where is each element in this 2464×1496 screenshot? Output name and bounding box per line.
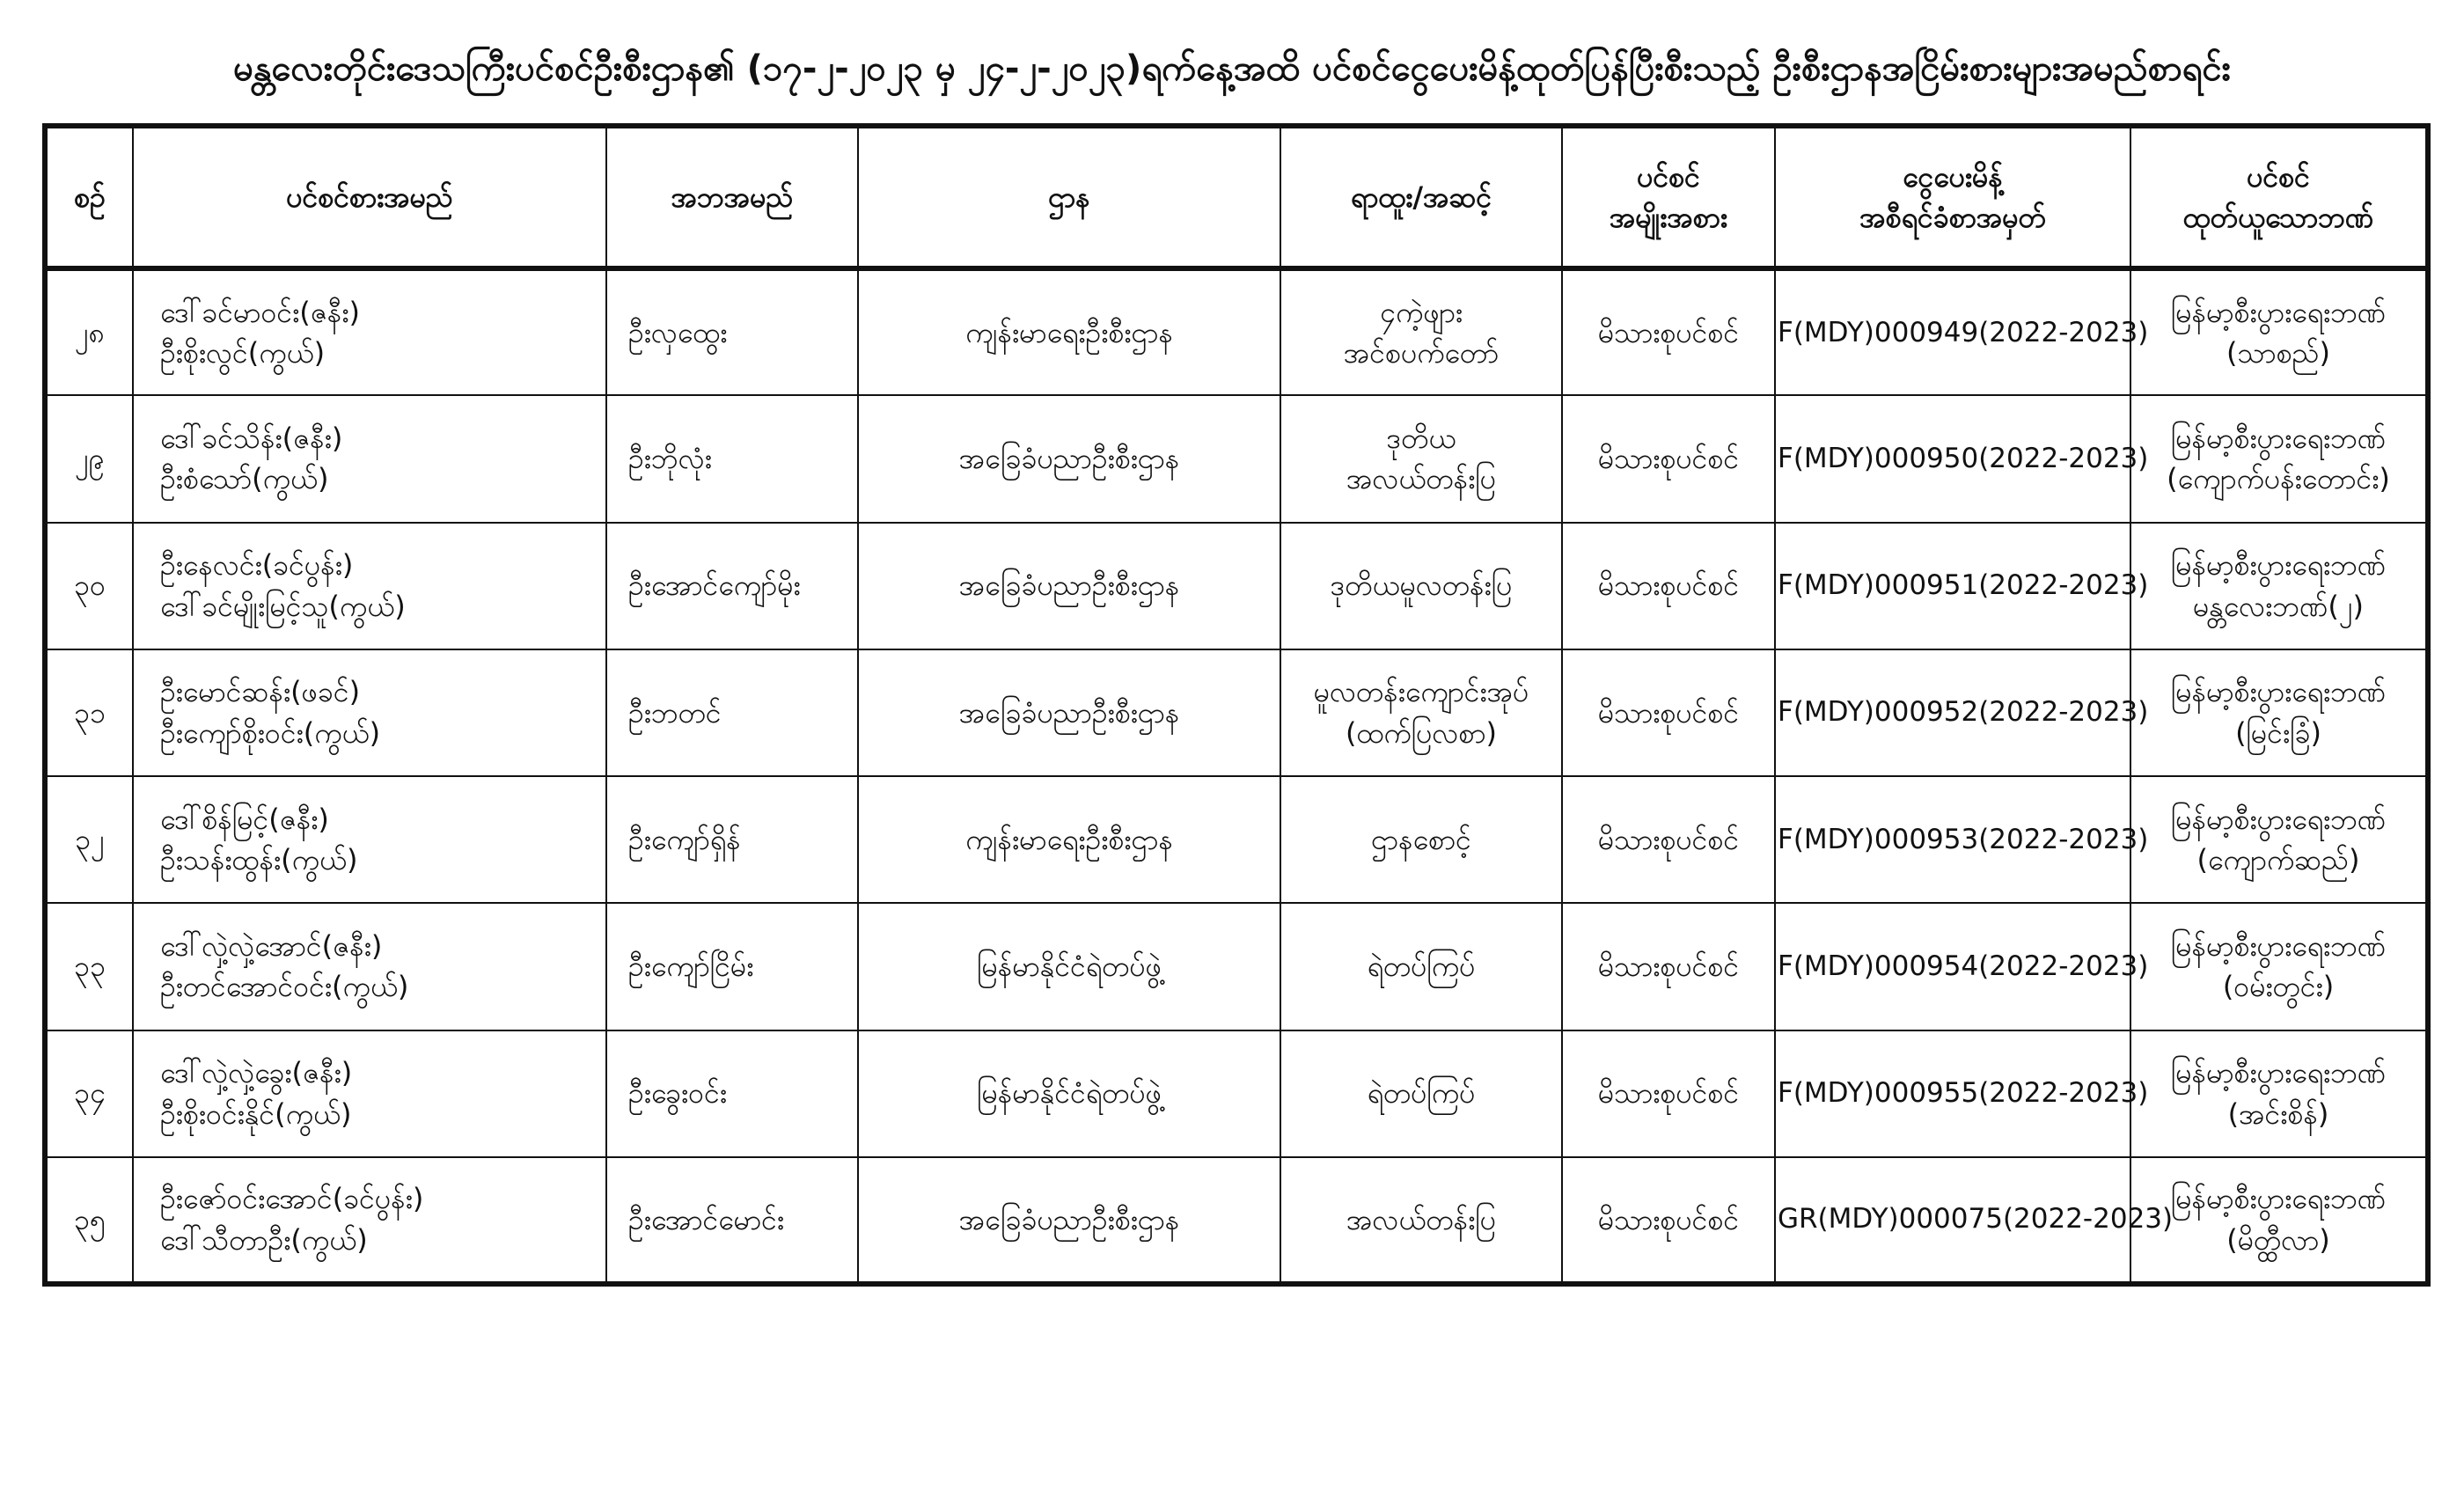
pension-bank-line1: မြန်မာ့စီးပွားရေးဘဏ် xyxy=(2170,421,2387,455)
pension-bank-line1: မြန်မာ့စီးပွားရေးဘဏ် xyxy=(2170,295,2387,329)
father-name: ဦးကျော်ရှိန် xyxy=(606,776,858,903)
pensioner-name-line1: ဒေါ်ခင်မာဝင်း(ဇနီး) xyxy=(160,295,360,329)
pension-type: မိသားစုပင်စင် xyxy=(1562,395,1775,522)
rank-line1: မူလတန်းကျောင်းအုပ် xyxy=(1313,675,1529,709)
department: ကျန်းမာရေးဦးစီးဌာန xyxy=(858,268,1280,395)
department: အခြေခံပညာဦးစီးဌာန xyxy=(858,649,1280,776)
department: အခြေခံပညာဦးစီးဌာန xyxy=(858,523,1280,649)
pensioner-name xyxy=(133,903,606,1030)
pension-bank-line2: (အင်းစိန်) xyxy=(2227,1096,2329,1131)
header-name: ပင်စင်စားအမည် xyxy=(133,126,606,268)
pension-bank-line2: (မိတ္ထီလာ) xyxy=(2226,1222,2330,1257)
rank-line1: ဌာနစောင့် xyxy=(1371,822,1471,856)
rank xyxy=(1280,776,1562,903)
rank-line1: ၄ကဲ့ဖျား xyxy=(1380,295,1463,329)
pensioner-name-line1: ဒေါ်လှဲ့လှဲ့အောင်(ဇနီး) xyxy=(160,928,383,963)
table-header-row xyxy=(45,126,2428,268)
pensioner-name xyxy=(133,1157,606,1284)
pension-bank xyxy=(2130,395,2428,522)
pension-bank-line1: မြန်မာ့စီးပွားရေးဘဏ် xyxy=(2170,928,2387,963)
pension-type: မိသားစုပင်စင် xyxy=(1562,1030,1775,1157)
father-name: ဦးအောင်ကျော်မိုး xyxy=(606,523,858,649)
table-row xyxy=(45,1030,2428,1157)
pension-bank xyxy=(2130,776,2428,903)
father-name: ဦးအောင်မောင်း xyxy=(606,1157,858,1284)
pension-bank xyxy=(2130,1030,2428,1157)
header-bank xyxy=(2130,126,2428,268)
row-number: ၃၃ xyxy=(45,903,133,1030)
payment-order-number: F(MDY)000955(2022-2023) xyxy=(1775,1030,2130,1157)
pensioner-name xyxy=(133,395,606,522)
pensioner-name-line1: ဒေါ်လှဲ့လှဲ့ခွေး(ဇနီး) xyxy=(160,1056,353,1090)
father-name: ဦးကျော်ငြိမ်း xyxy=(606,903,858,1030)
pensioner-name-line1: ဒေါ်ခင်သိန်း(ဇနီး) xyxy=(160,421,343,455)
pension-bank-line1: မြန်မာ့စီးပွားရေးဘဏ် xyxy=(2170,1056,2387,1090)
pensioner-name-line2: ဦးသန်းထွန်း(ကွယ်) xyxy=(160,843,358,877)
payment-order-number: F(MDY)000952(2022-2023) xyxy=(1775,649,2130,776)
rank-line2: အင်စပက်တော် xyxy=(1343,336,1500,370)
pension-bank xyxy=(2130,649,2428,776)
header-order-line1: ငွေပေးမိန့် xyxy=(1903,159,2003,194)
rank-line2: (ထက်ပြလစာ) xyxy=(1346,715,1497,750)
pension-type: မိသားစုပင်စင် xyxy=(1562,523,1775,649)
rank xyxy=(1280,1030,1562,1157)
table-row xyxy=(45,395,2428,522)
pension-bank-line1: မြန်မာ့စီးပွားရေးဘဏ် xyxy=(2170,1182,2387,1216)
pensioner-name xyxy=(133,776,606,903)
rank-line1: ရဲတပ်ကြပ် xyxy=(1367,950,1476,984)
row-number: ၃၄ xyxy=(45,1030,133,1157)
father-name: ဦးခွေးဝင်း xyxy=(606,1030,858,1157)
header-bank-line2: ထုတ်ယူသောဘဏ် xyxy=(2182,201,2374,234)
row-number: ၂၉ xyxy=(45,395,133,522)
pension-bank-line1: မြန်မာ့စီးပွားရေးဘဏ် xyxy=(2170,548,2387,583)
pensioner-name-line2: ဦးစိုးဝင်းနိုင်(ကွယ်) xyxy=(160,1096,352,1131)
pensioner-name-line1: ဦးမောင်ဆန်း(ဖခင်) xyxy=(160,675,361,709)
pensioner-name-line2: ဒေါ်သီတာဦး(ကွယ်) xyxy=(160,1222,368,1257)
header-dept: ဌာန xyxy=(858,126,1280,268)
rank xyxy=(1280,268,1562,395)
pension-bank-line2: (သာစည်) xyxy=(2226,336,2330,370)
payment-order-number: GR(MDY)000075(2022-2023) xyxy=(1775,1157,2130,1284)
row-number: ၂၈ xyxy=(45,268,133,395)
rank xyxy=(1280,649,1562,776)
header-order-line2: အစီရင်ခံစာအမှတ် xyxy=(1859,201,2046,234)
header-no: စဉ် xyxy=(45,126,133,268)
pensioner-name-line2: ဦးတင်အောင်ဝင်း(ကွယ်) xyxy=(160,970,409,1004)
payment-order-number: F(MDY)000954(2022-2023) xyxy=(1775,903,2130,1030)
father-name: ဦးဘိုလုံး xyxy=(606,395,858,522)
pension-bank xyxy=(2130,903,2428,1030)
rank xyxy=(1280,523,1562,649)
rank-line1: ဒုတိယမူလတန်းပြ xyxy=(1330,568,1513,603)
table-row xyxy=(45,903,2428,1030)
header-type xyxy=(1562,126,1775,268)
table-row xyxy=(45,776,2428,903)
payment-order-number: F(MDY)000951(2022-2023) xyxy=(1775,523,2130,649)
payment-order-number: F(MDY)000949(2022-2023) xyxy=(1775,268,2130,395)
pensioner-name xyxy=(133,1030,606,1157)
pension-bank-line2: မန္တလေးဘဏ်(၂) xyxy=(2192,589,2365,623)
rank-line2: အလယ်တန်းပြ xyxy=(1346,462,1496,496)
pension-bank xyxy=(2130,523,2428,649)
pensioner-name xyxy=(133,649,606,776)
pension-type: မိသားစုပင်စင် xyxy=(1562,649,1775,776)
pension-table xyxy=(42,123,2431,1287)
rank-line1: ရဲတပ်ကြပ် xyxy=(1367,1076,1476,1111)
pensioner-name-line2: ဦးကျော်စိုးဝင်း(ကွယ်) xyxy=(160,715,381,750)
pensioner-name-line2: ဦးစိုးလွင်(ကွယ်) xyxy=(160,336,326,370)
pension-type: မိသားစုပင်စင် xyxy=(1562,903,1775,1030)
rank-line1: ဒုတိယ xyxy=(1386,421,1456,455)
header-type-line2: အမျိုးအစား xyxy=(1609,201,1728,234)
row-number: ၃၅ xyxy=(45,1157,133,1284)
rank xyxy=(1280,395,1562,522)
table-row xyxy=(45,649,2428,776)
table-row xyxy=(45,1157,2428,1284)
pension-bank xyxy=(2130,268,2428,395)
payment-order-number: F(MDY)000953(2022-2023) xyxy=(1775,776,2130,903)
father-name: ဦးလှထွေး xyxy=(606,268,858,395)
header-order xyxy=(1775,126,2130,268)
department: ကျန်းမာရေးဦးစီးဌာန xyxy=(858,776,1280,903)
pension-bank-line2: (ကျောက်ပန်းတောင်း) xyxy=(2167,462,2390,496)
rank-line1: အလယ်တန်းပြ xyxy=(1346,1202,1496,1236)
pension-bank-line2: (ဝမ်းတွင်း) xyxy=(2222,970,2335,1004)
department: အခြေခံပညာဦးစီးဌာန xyxy=(858,1157,1280,1284)
pensioner-name-line2: ဒေါ်ခင်မျိုးမြင့်သူ(ကွယ်) xyxy=(160,589,406,623)
pension-type: မိသားစုပင်စင် xyxy=(1562,268,1775,395)
department: မြန်မာနိုင်ငံရဲတပ်ဖွဲ့ xyxy=(858,903,1280,1030)
pension-bank-line2: (မြင်းခြံ) xyxy=(2235,715,2321,750)
pensioner-name-line1: ဒေါ်စိန်မြင့်(ဇနီး) xyxy=(160,802,329,836)
header-bank-line1: ပင်စင် xyxy=(2247,159,2310,194)
pensioner-name xyxy=(133,268,606,395)
pensioner-name-line1: ဦးနေလင်း(ခင်ပွန်း) xyxy=(160,548,354,583)
payment-order-number: F(MDY)000950(2022-2023) xyxy=(1775,395,2130,522)
pensioner-name-line1: ဦးဇော်ဝင်းအောင်(ခင်ပွန်း) xyxy=(160,1182,424,1216)
header-type-line1: ပင်စင် xyxy=(1637,159,1700,194)
father-name: ဦးဘတင် xyxy=(606,649,858,776)
rank xyxy=(1280,1157,1562,1284)
table-row xyxy=(45,523,2428,649)
pensioner-name-line2: ဦးစံသော်(ကွယ်) xyxy=(160,462,329,496)
pension-bank-line2: (ကျောက်ဆည်) xyxy=(2196,843,2360,877)
header-father: အဘအမည် xyxy=(606,126,858,268)
pensioner-name xyxy=(133,523,606,649)
department: အခြေခံပညာဦးစီးဌာန xyxy=(858,395,1280,522)
row-number: ၃၂ xyxy=(45,776,133,903)
header-rank: ရာထူး/အဆင့် xyxy=(1280,126,1562,268)
pension-bank-line1: မြန်မာ့စီးပွားရေးဘဏ် xyxy=(2170,675,2387,709)
pension-type: မိသားစုပင်စင် xyxy=(1562,776,1775,903)
pension-bank-line1: မြန်မာ့စီးပွားရေးဘဏ် xyxy=(2170,802,2387,836)
rank xyxy=(1280,903,1562,1030)
pension-type: မိသားစုပင်စင် xyxy=(1562,1157,1775,1284)
department: မြန်မာနိုင်ငံရဲတပ်ဖွဲ့ xyxy=(858,1030,1280,1157)
pension-bank xyxy=(2130,1157,2428,1284)
table-row xyxy=(45,268,2428,395)
row-number: ၃၁ xyxy=(45,649,133,776)
page-title: မန္တလေးတိုင်းဒေသကြီးပင်စင်ဦးစီးဌာန၏ (၁၇-၂-၂၀၂၃ မှ ၂၄-၂-၂၀၂၃)ရက်နေ့အထိ ပင်စင်ငွေပေးမိန့်ထုတ်ပြန်ပြီးစီးသည့် ဦးစီးဌာနအငြိမ်းစားများအမည်စာရင်း xyxy=(233,48,2231,89)
row-number: ၃၀ xyxy=(45,523,133,649)
